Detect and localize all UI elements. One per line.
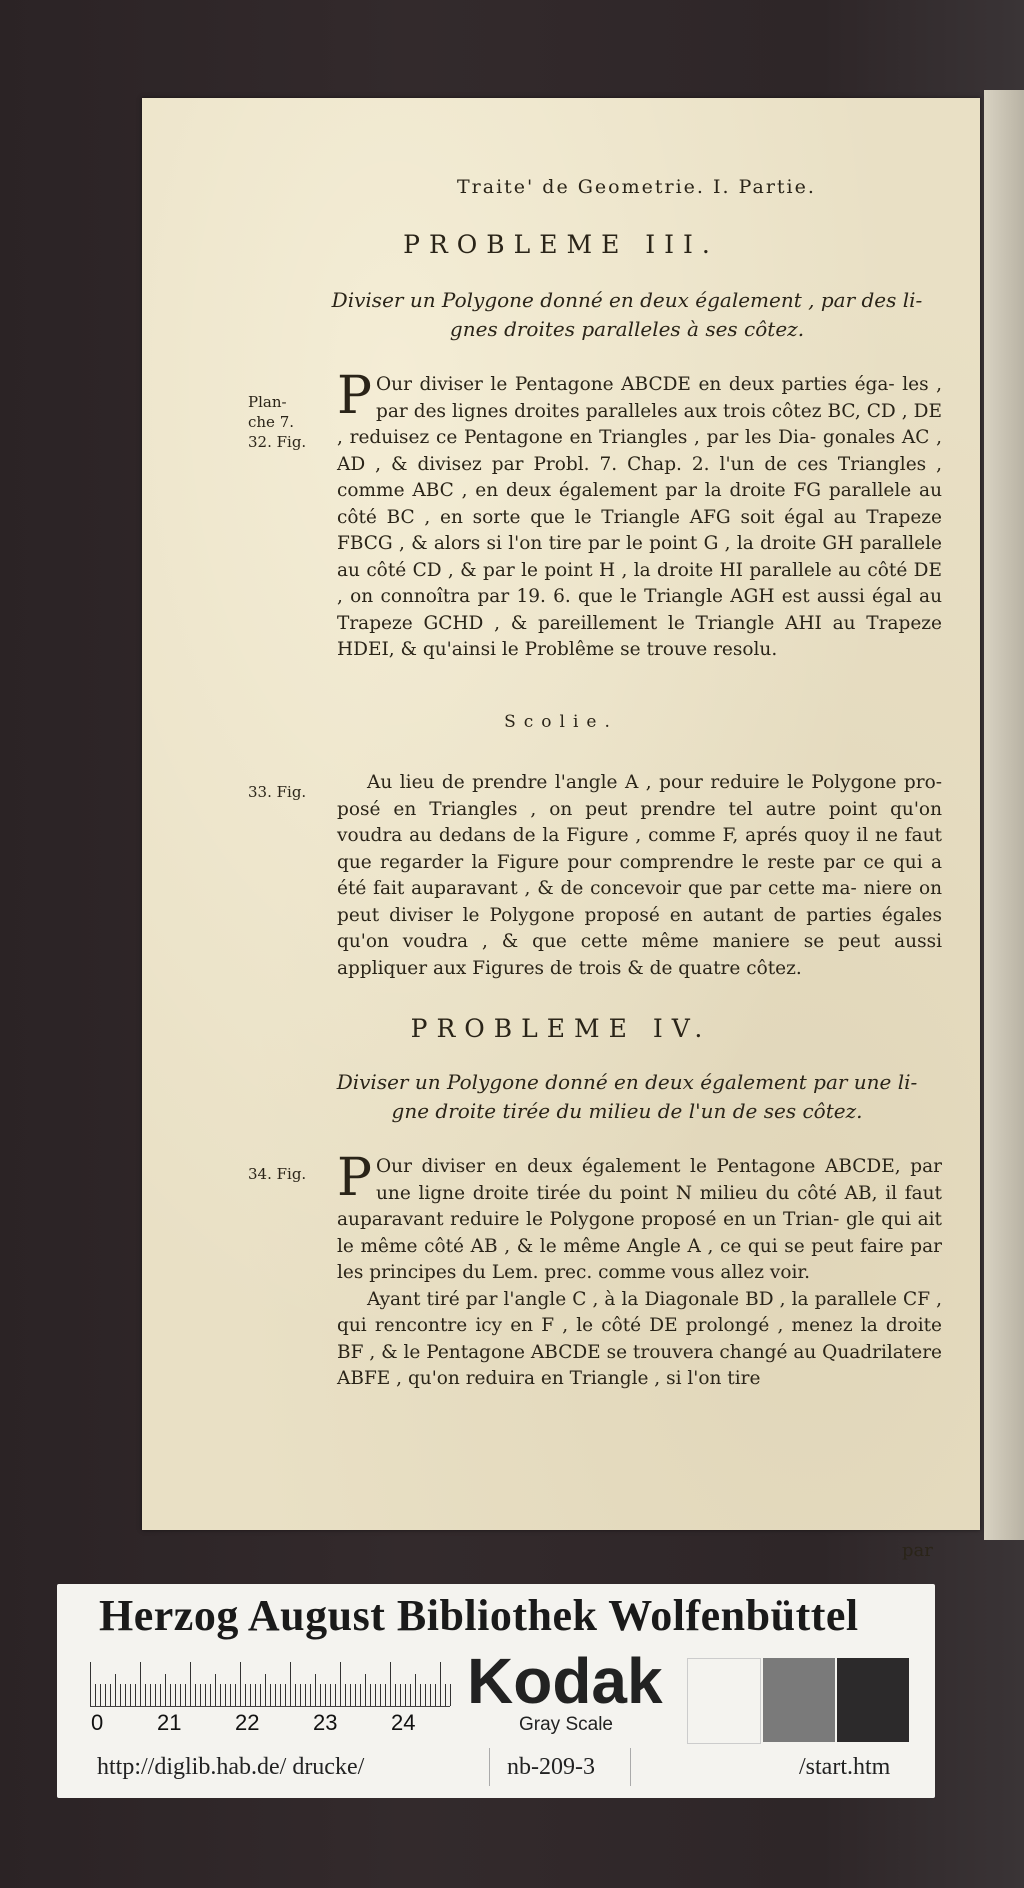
measurement-ruler: [90, 1656, 450, 1707]
ruler-tick: [185, 1684, 186, 1706]
problem-3-text: Our diviser le Pentagone ABCDE en deux parties éga- les , par des lignes droites paralleles aux trois côtez BC, CD , DE , reduisez ce Pentagone en Triangles , par les Dia- gonales AC , AD , & divisez par Probl. 7. Chap. 2. l'un de ces Triangles , comme ABC , en deux également par la droite FG parallele au côté BC , en sorte que le Triangle AFG soit égal au Trapeze FBCG , & alors si l'on tire par le point G , la droite GH parallele au côté CD , & par le point H , la droite HI parallele au côté DE , on connoîtra par 19. 6. que le Triangle AGH est aussi égal au Trapeze GCHD , & pareillement le Triangle AHI au Trapeze HDEI, & qu'ainsi le Problême se trouve resolu.: [337, 374, 942, 660]
ruler-tick: [350, 1684, 351, 1706]
ruler-tick: [210, 1684, 211, 1706]
ruler-tick: [410, 1684, 411, 1706]
ruler-tick: [375, 1684, 376, 1706]
ruler-tick: [245, 1684, 246, 1706]
ruler-number-0: 0: [91, 1710, 104, 1735]
swatch-black: [837, 1658, 909, 1742]
start-link: /start.htm: [799, 1754, 891, 1780]
problem-4-text-1: Our diviser en deux également le Pentagone ABCDE, par une ligne droite tirée du point N milieu du côté AB, il faut auparavant reduire le Polygone proposé en un Trian- gle qui ait le même côté AB , & le même Angle A , ce qui se peut faire par les principes du Lem. prec. comme vous allez voir.: [337, 1156, 942, 1283]
next-page-edge: [984, 90, 1024, 1540]
ruler-tick: [270, 1684, 271, 1706]
ruler-number-24: 24: [391, 1710, 416, 1735]
ruler-tick: [345, 1684, 346, 1706]
ruler-tick: [190, 1662, 191, 1706]
gray-scale-label: Gray Scale: [519, 1714, 613, 1735]
ruler-tick: [215, 1674, 216, 1706]
ruler-tick: [355, 1684, 356, 1706]
ruler-tick: [340, 1662, 341, 1706]
ruler-tick: [105, 1684, 106, 1706]
ruler-number-23: 23: [313, 1710, 338, 1735]
ruler-tick: [445, 1684, 446, 1706]
ruler-tick: [290, 1662, 291, 1706]
ruler-tick: [260, 1684, 261, 1706]
ruler-tick: [335, 1684, 336, 1706]
ruler-tick: [125, 1684, 126, 1706]
ruler-tick: [450, 1684, 451, 1706]
ruler-tick: [150, 1684, 151, 1706]
ruler-tick: [90, 1662, 91, 1706]
problem-4-body: [337, 1148, 942, 1393]
ruler-tick: [220, 1684, 221, 1706]
ruler-tick: [250, 1684, 251, 1706]
ruler-tick: [430, 1684, 431, 1706]
ruler-tick: [255, 1684, 256, 1706]
ruler-tick: [405, 1684, 406, 1706]
kodak-logo: Kodak: [467, 1645, 663, 1717]
problem-4-heading: PROBLEME IV.: [410, 1014, 712, 1043]
source-url: http://diglib.hab.de/ drucke/: [97, 1754, 365, 1780]
ruler-tick: [370, 1684, 371, 1706]
problem-3-dropcap: P: [337, 366, 372, 426]
problem-3-body: [337, 366, 942, 664]
ruler-tick: [425, 1684, 426, 1706]
ruler-tick: [145, 1684, 146, 1706]
ruler-tick: [330, 1684, 331, 1706]
ruler-tick: [170, 1684, 171, 1706]
ruler-tick: [240, 1662, 241, 1706]
ruler-tick: [140, 1662, 141, 1706]
ruler-tick: [365, 1674, 366, 1706]
library-name: Herzog August Bibliothek Wolfenbüttel: [99, 1591, 859, 1640]
ruler-tick: [360, 1684, 361, 1706]
problem-3-heading: PROBLEME III.: [403, 230, 719, 259]
ruler-number-21: 21: [157, 1710, 182, 1735]
swatch-gray: [763, 1658, 835, 1742]
ruler-tick: [440, 1662, 441, 1706]
ruler-tick: [235, 1684, 236, 1706]
ruler-tick: [130, 1684, 131, 1706]
problem-4-statement: Diviser un Polygone donné en deux également par une li- gne droite tirée du milieu de l'un de ses côtez.: [336, 1070, 918, 1123]
catchword: par: [902, 1540, 933, 1561]
scolie-text: Au lieu de prendre l'angle A , pour reduire le Polygone pro- posé en Triangles , on peut prendre tel autre point qu'on voudra au dedans de la Figure , comme F, aprés quoy il ne faut que regarder la Figure pour comprendre le reste par ce qui a été fait auparavant , & de concevoir que par cette ma- niere on peut diviser le Polygone proposé en autant de parties égales qu'on voudra , & que cette même maniere se peut aussi appliquer aux Figures de trois & de quatre côtez.: [337, 772, 942, 979]
problem-4-margin-note: 34. Fig.: [248, 1165, 307, 1183]
ruler-tick: [380, 1684, 381, 1706]
ruler-tick: [160, 1684, 161, 1706]
ruler-tick: [175, 1684, 176, 1706]
ruler-tick: [165, 1674, 166, 1706]
ruler-tick: [95, 1684, 96, 1706]
scolie-margin-note: 33. Fig.: [248, 783, 307, 801]
ruler-tick: [200, 1684, 201, 1706]
problem-3-statement: Diviser un Polygone donné en deux également , par des li- gnes droites paralleles à ses côtez.: [331, 288, 923, 341]
ruler-tick: [225, 1684, 226, 1706]
ruler-tick: [155, 1684, 156, 1706]
ruler-number-22: 22: [235, 1710, 260, 1735]
ruler-tick: [135, 1684, 136, 1706]
ruler-tick: [285, 1684, 286, 1706]
scolie-heading: Scolie.: [504, 712, 618, 732]
ruler-tick: [400, 1684, 401, 1706]
shelf-code: nb-209-3: [507, 1754, 595, 1780]
ruler-tick: [320, 1684, 321, 1706]
book-page: [142, 98, 980, 1561]
scan-color-card: [57, 1584, 935, 1798]
ruler-tick: [100, 1684, 101, 1706]
ruler-tick: [305, 1684, 306, 1706]
ruler-tick: [280, 1684, 281, 1706]
ruler-tick: [300, 1684, 301, 1706]
ruler-tick: [325, 1684, 326, 1706]
running-head: Traite' de Geometrie. I. Partie.: [457, 176, 816, 198]
swatch-white: [687, 1658, 761, 1744]
ruler-tick: [315, 1674, 316, 1706]
ruler-tick: [415, 1674, 416, 1706]
ruler-tick: [395, 1684, 396, 1706]
ruler-tick: [230, 1684, 231, 1706]
ruler-tick: [295, 1684, 296, 1706]
problem-4-text-2: Ayant tiré par l'angle C , à la Diagonale BD , la parallele CF , qui rencontre icy en F , le côté DE prolongé , menez la droite BF , & le Pentagone ABCDE se trouvera changé au Quadrilatere ABFE , qu'on reduira en Triangle , si l'on tire: [337, 1288, 942, 1389]
ruler-tick: [205, 1684, 206, 1706]
scolie-body: [337, 770, 942, 982]
problem-3-margin-note: Plan- che 7. 32. Fig.: [248, 393, 307, 451]
ruler-tick: [120, 1684, 121, 1706]
ruler-tick: [275, 1684, 276, 1706]
ruler-tick: [420, 1684, 421, 1706]
ruler-tick: [180, 1684, 181, 1706]
ruler-tick: [310, 1684, 311, 1706]
ruler-tick: [115, 1674, 116, 1706]
ruler-tick: [390, 1662, 391, 1706]
ruler-tick: [110, 1684, 111, 1706]
ruler-tick: [195, 1684, 196, 1706]
ruler-tick: [265, 1674, 266, 1706]
problem-4-dropcap: P: [337, 1148, 372, 1208]
ruler-tick: [435, 1684, 436, 1706]
ruler-tick: [385, 1684, 386, 1706]
